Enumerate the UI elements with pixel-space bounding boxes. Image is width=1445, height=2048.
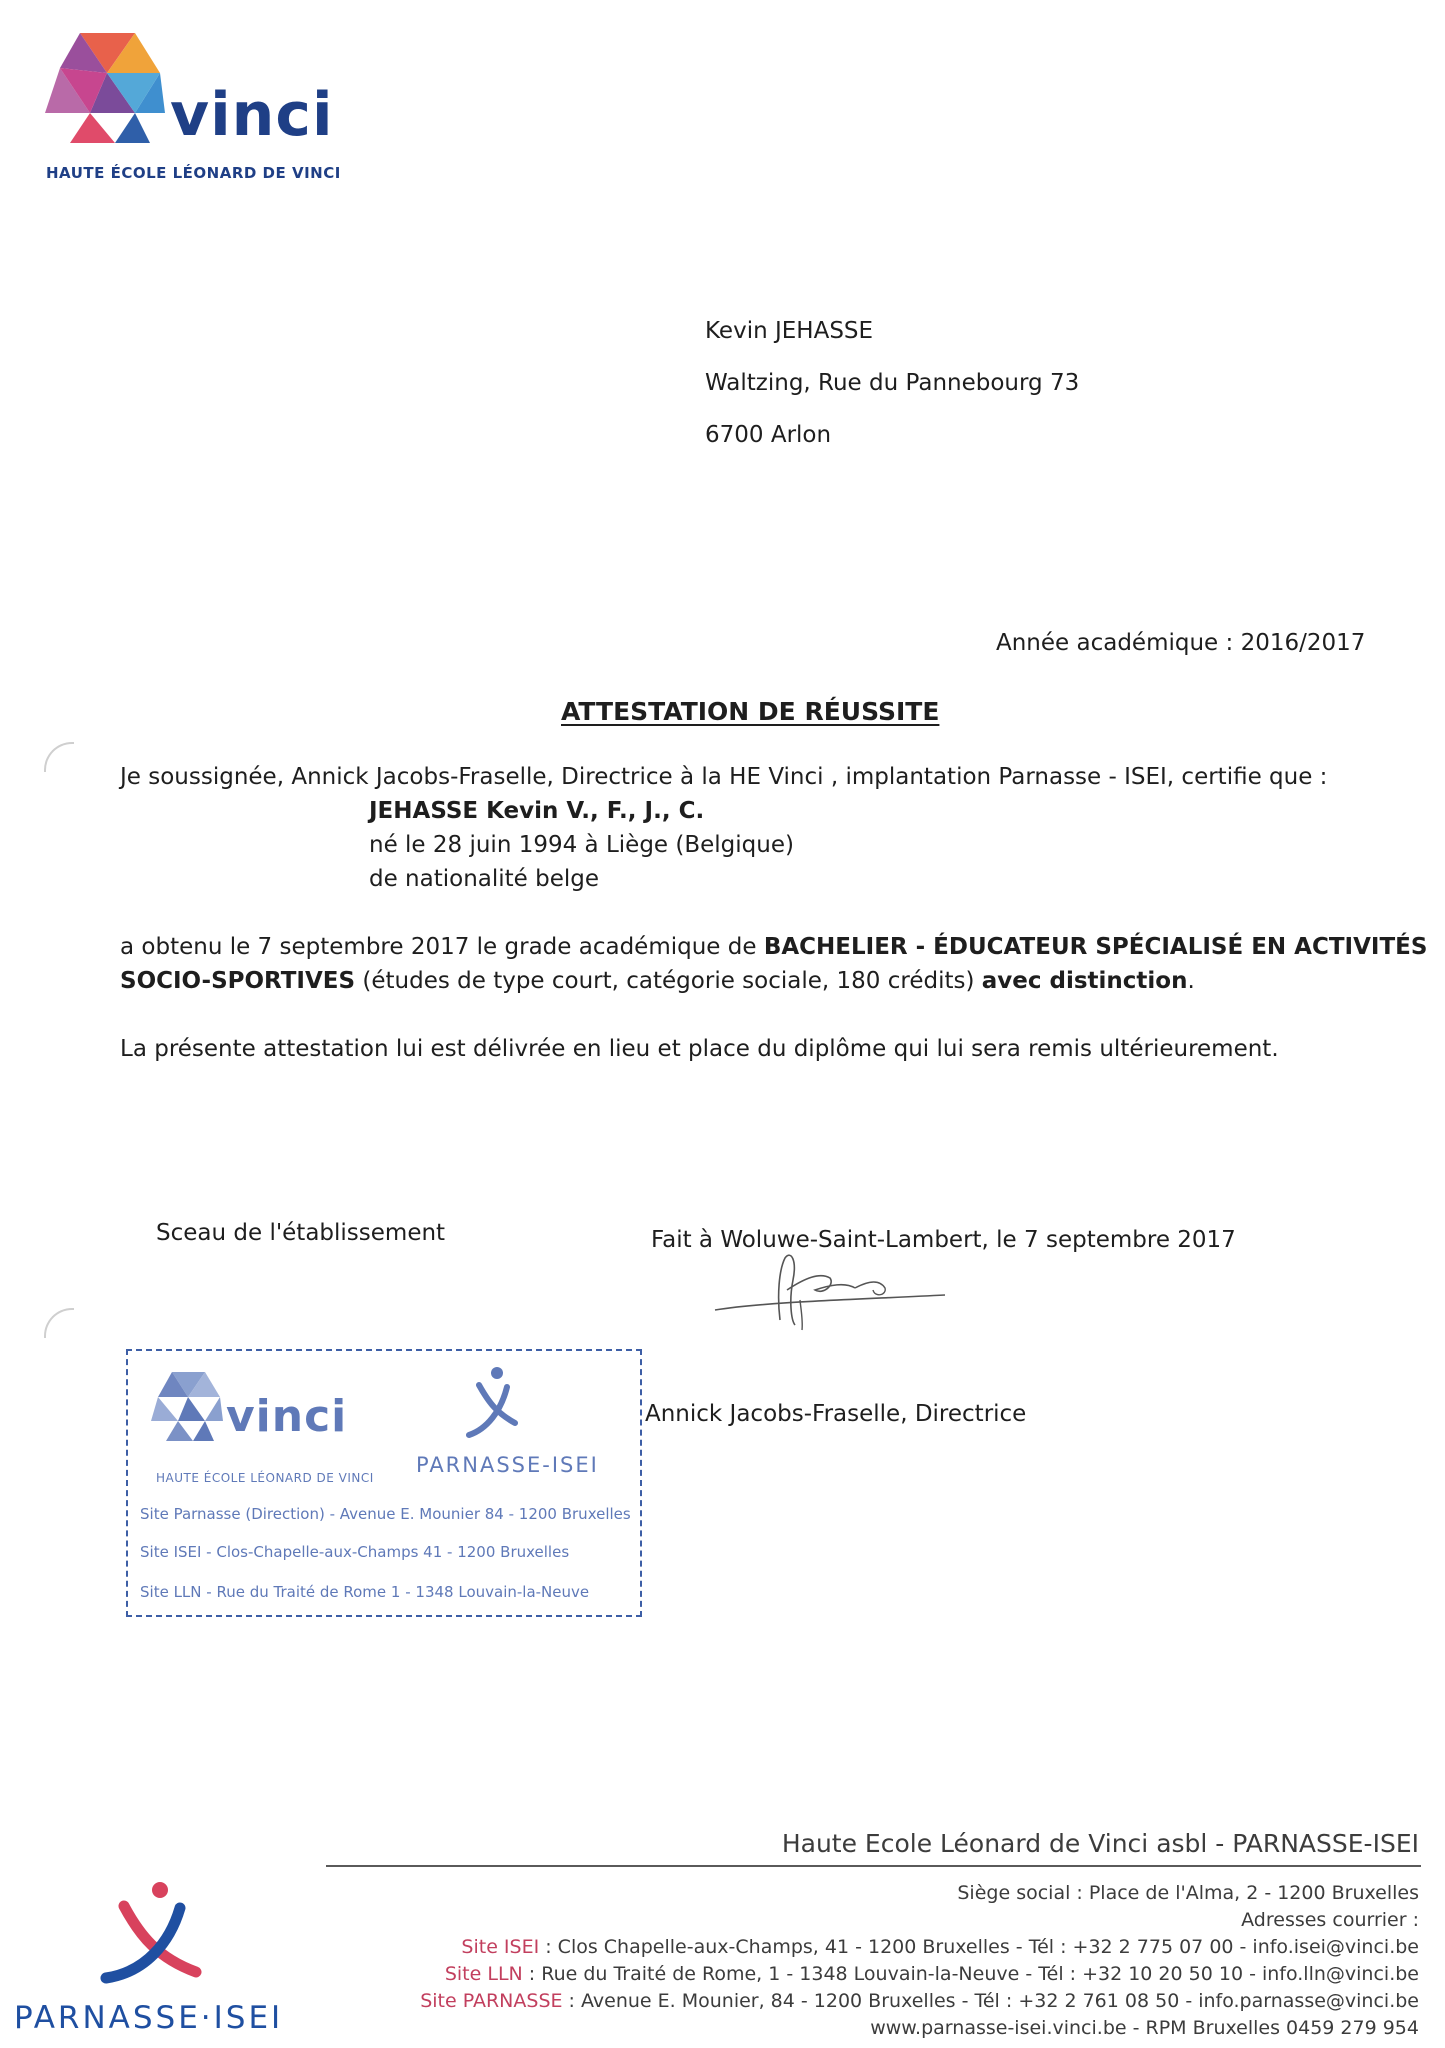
signatory: Annick Jacobs-Fraselle, Directrice	[645, 1401, 1027, 1427]
parnasse-logo-icon	[96, 1880, 206, 2000]
footer-adresses: Adresses courrier :	[1241, 1909, 1419, 1931]
stamp-site-parnasse: Site Parnasse (Direction) - Avenue E. Mounier 84 - 1200 Bruxelles	[140, 1505, 631, 1523]
footer-site-lln	[445, 1963, 1419, 1985]
footer-site-isei-label: Site ISEI	[461, 1936, 540, 1958]
stamp-parnasse-word: PARNASSE-ISEI	[416, 1453, 599, 1477]
place-date: Fait à Woluwe-Saint-Lambert, le 7 septembre 2017	[651, 1227, 1236, 1253]
parnasse-logo-word: PARNASSE·ISEI	[14, 2000, 284, 2036]
vinci-triangles-icon	[40, 28, 170, 153]
footer-siege: Siège social : Place de l'Alma, 2 - 1200 Bruxelles	[957, 1882, 1419, 1904]
vinci-logo-word: vinci	[170, 80, 334, 150]
footer-site-parnasse-label: Site PARNASSE	[420, 1990, 563, 2012]
footer-rule	[326, 1865, 1421, 1867]
footer-organization: Haute Ecole Léonard de Vinci asbl - PARNASSE-ISEI	[781, 1829, 1419, 1858]
scan-mark	[44, 1308, 74, 1338]
academic-year: Année académique : 2016/2017	[996, 630, 1366, 656]
grade-degree: BACHELIER - ÉDUCATEUR SPÉCIALISÉ EN ACTIVITÉS	[763, 934, 1428, 960]
vinci-logo-subtitle: HAUTE ÉCOLE LÉONARD DE VINCI	[46, 164, 341, 182]
seal-label: Sceau de l'établissement	[156, 1220, 446, 1246]
recipient-street: Waltzing, Rue du Pannebourg 73	[705, 370, 1080, 396]
closing-text: La présente attestation lui est délivrée en lieu et place du diplôme qui lui sera remis ultérieurement.	[120, 1036, 1279, 1062]
footer-site-lln-text: : Rue du Traité de Rome, 1 - 1348 Louvain-la-Neuve - Tél : +32 10 20 50 10 - info.lln@vinci.be	[522, 1963, 1419, 1985]
birth-info: né le 28 juin 1994 à Liège (Belgique)	[369, 832, 794, 858]
grade-prefix: a obtenu le 7 septembre 2017 le grade académique de	[120, 934, 764, 960]
stamp-vinci-icon	[148, 1369, 226, 1447]
stamp-parnasse-icon	[461, 1365, 521, 1449]
document-title: ATTESTATION DE RÉUSSITE	[561, 697, 940, 726]
recipient-name: Kevin JEHASSE	[705, 318, 874, 344]
stamp-vinci-subtitle: HAUTE ÉCOLE LÉONARD DE VINCI	[156, 1471, 374, 1485]
stamp-site-isei: Site ISEI - Clos-Chapelle-aux-Champs 41 - 1200 Bruxelles	[140, 1543, 570, 1561]
stamp-site-lln: Site LLN - Rue du Traité de Rome 1 - 1348 Louvain-la-Neuve	[140, 1583, 590, 1601]
grade-distinction: avec distinction	[981, 968, 1188, 994]
grade-line-2	[120, 968, 1195, 996]
signature-scribble	[705, 1240, 955, 1332]
footer-site-parnasse-text: : Avenue E. Mounier, 84 - 1200 Bruxelles - Tél : +32 2 761 08 50 - info.parnasse@vinci.be	[562, 1990, 1419, 2012]
institution-stamp	[126, 1349, 642, 1617]
footer-website: www.parnasse-isei.vinci.be - RPM Bruxelles 0459 279 954	[870, 2017, 1419, 2039]
grade-degree-cont: SOCIO-SPORTIVES	[120, 968, 356, 994]
footer-site-parnasse	[420, 1990, 1419, 2012]
footer-site-isei	[461, 1936, 1419, 1958]
scan-mark	[44, 742, 74, 772]
grade-line-1	[120, 934, 1427, 962]
stamp-vinci-word: vinci	[226, 1391, 348, 1442]
vinci-logo	[40, 28, 341, 188]
nationality: de nationalité belge	[369, 866, 600, 892]
grade-end: .	[1187, 968, 1195, 994]
footer-site-lln-label: Site LLN	[444, 1963, 523, 1985]
intro-text: Je soussignée, Annick Jacobs-Fraselle, Directrice à la HE Vinci , implantation Parnasse - ISEI, certifie que :	[120, 764, 1328, 790]
grade-details: (études de type court, catégorie sociale, 180 crédits)	[355, 968, 982, 994]
student-name: JEHASSE Kevin V., F., J., C.	[369, 798, 705, 824]
footer-site-isei-text: : Clos Chapelle-aux-Champs, 41 - 1200 Bruxelles - Tél : +32 2 775 07 00 - info.isei@vinci.be	[539, 1936, 1419, 1958]
recipient-city: 6700 Arlon	[705, 422, 832, 448]
